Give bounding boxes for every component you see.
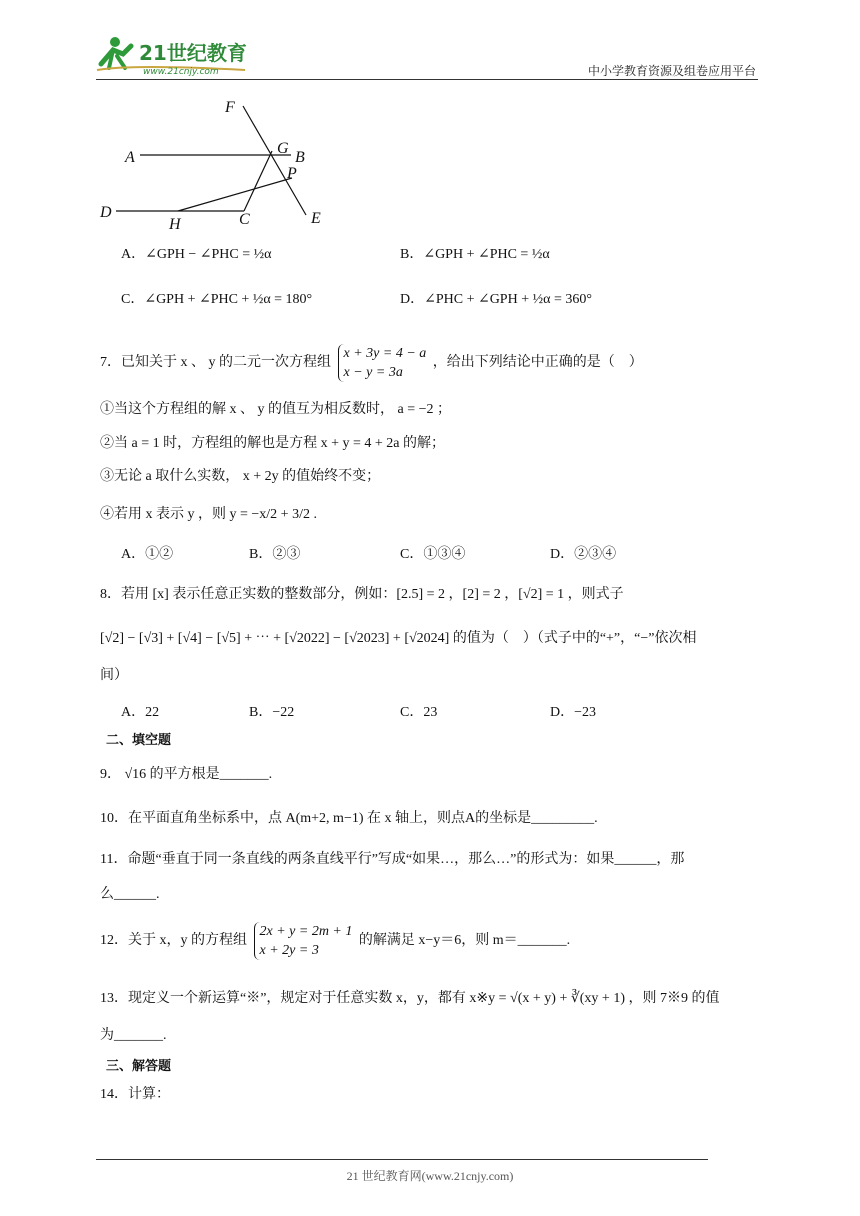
- q12-text: [100, 922, 570, 960]
- q7-eq2: x − y = 3a: [343, 365, 403, 380]
- q7-option-a[interactable]: A．①②: [121, 547, 174, 562]
- q7-stem: [100, 344, 643, 382]
- q6-option-d[interactable]: D．∠PHC + ∠GPH + ½α = 360°: [400, 292, 592, 307]
- header-divider: [96, 79, 758, 80]
- label-b: B: [295, 149, 305, 166]
- q11-line1: 11．命题“垂直于同一条直线的两条直线平行”写成“如果…，那么…”的形式为：如果______，那: [100, 852, 685, 867]
- section-solve-title: 三、解答题: [106, 1059, 172, 1074]
- q7-option-c[interactable]: C．①③④: [400, 547, 466, 562]
- q9-text: 9． √16 的平方根是_______.: [100, 767, 273, 782]
- q7-statement-4: ④若用 x 表示 y ，则 y = −x/2 + 3/2 .: [100, 507, 317, 522]
- q13-line2: 为_______.: [100, 1028, 167, 1043]
- q7-statement-1: ①当这个方程组的解 x 、 y 的值互为相反数时， a = −2 ；: [100, 402, 452, 417]
- q12-post: 的解满足 x−y＝6，则 m＝_______.: [358, 933, 571, 949]
- q14-text: 14．计算：: [100, 1087, 170, 1102]
- label-a: A: [125, 149, 135, 166]
- q12-pre: 12．关于 x，y 的方程组: [100, 933, 247, 949]
- q10-text: 10．在平面直角坐标系中，点 A(m+2, m−1) 在 x 轴上，则点A的坐标是_________.: [100, 811, 598, 826]
- segment-hp: [178, 178, 292, 211]
- q12-eq1: 2x + y = 2m + 1: [259, 924, 353, 939]
- segment-cg: [244, 151, 272, 211]
- q6-option-c[interactable]: C．∠GPH + ∠PHC + ½α = 180°: [121, 292, 313, 307]
- q7-equation-system: [338, 344, 427, 382]
- label-g: G: [277, 140, 289, 157]
- label-p: P: [287, 165, 297, 182]
- footer-text[interactable]: 21 世纪教育网(www.21cnjy.com): [346, 1169, 514, 1183]
- q12-equation-system: [254, 922, 353, 960]
- q7-statement-2: ②当 a = 1 时，方程组的解也是方程 x + y = 4 + 2a 的解；: [100, 436, 446, 451]
- q8-stem-line3: 间）: [100, 668, 128, 683]
- site-logo: [95, 34, 255, 78]
- label-d: D: [100, 204, 112, 221]
- q6-option-b[interactable]: B．∠GPH + ∠PHC = ½α: [400, 247, 550, 262]
- logo-text: 21世纪教育: [139, 41, 247, 65]
- q7-option-d[interactable]: D．②③④: [550, 547, 617, 562]
- q7-eq1: x + 3y = 4 − a: [343, 346, 427, 361]
- q8-stem-line2: [√2] − [√3] + [√4] − [√5] + ⋯ + [√2022] − [√2023] + [√2024] 的值为（ ）（式子中的“+”，“−”依次相: [100, 631, 697, 646]
- label-c: C: [239, 211, 250, 228]
- q8-option-b[interactable]: B．−22: [249, 705, 295, 720]
- q7-statement-3: ③无论 a 取什么实数， x + 2y 的值始终不变；: [100, 469, 381, 484]
- label-h: H: [169, 216, 181, 230]
- q7-option-b[interactable]: B．②③: [249, 547, 301, 562]
- q8-option-d[interactable]: D．−23: [550, 705, 597, 720]
- footer-divider: [96, 1159, 708, 1160]
- q13-line1: 13．现定义一个新运算“※”，规定对于任意实数 x，y，都有 x※y = √(x + y) + ∛(xy + 1) ，则 7※9 的值: [100, 991, 720, 1006]
- q7-stem-post: ，给出下列结论中正确的是（ ）: [432, 355, 643, 371]
- header-platform-text: 中小学教育资源及组卷应用平台: [587, 64, 756, 78]
- q11-line2: 么______.: [100, 887, 160, 902]
- geometry-figure: [96, 96, 336, 230]
- section-fill-in-title: 二、填空题: [106, 733, 172, 748]
- label-f: F: [225, 99, 235, 116]
- q12-eq2: x + 2y = 3: [259, 943, 319, 958]
- q8-stem-line1: 8．若用 [x] 表示任意正实数的整数部分，例如：[2.5] = 2 ，[2] = 2 ，[√2] = 1 ，则式子: [100, 587, 624, 602]
- q6-option-a[interactable]: A．∠GPH − ∠PHC = ½α: [121, 247, 272, 262]
- label-e: E: [311, 210, 321, 227]
- q7-stem-pre: 7．已知关于 x 、 y 的二元一次方程组: [100, 355, 331, 371]
- q8-option-c[interactable]: C．23: [400, 705, 438, 720]
- logo-url: www.21cnjy.com: [143, 67, 219, 77]
- q8-option-a[interactable]: A．22: [121, 705, 160, 720]
